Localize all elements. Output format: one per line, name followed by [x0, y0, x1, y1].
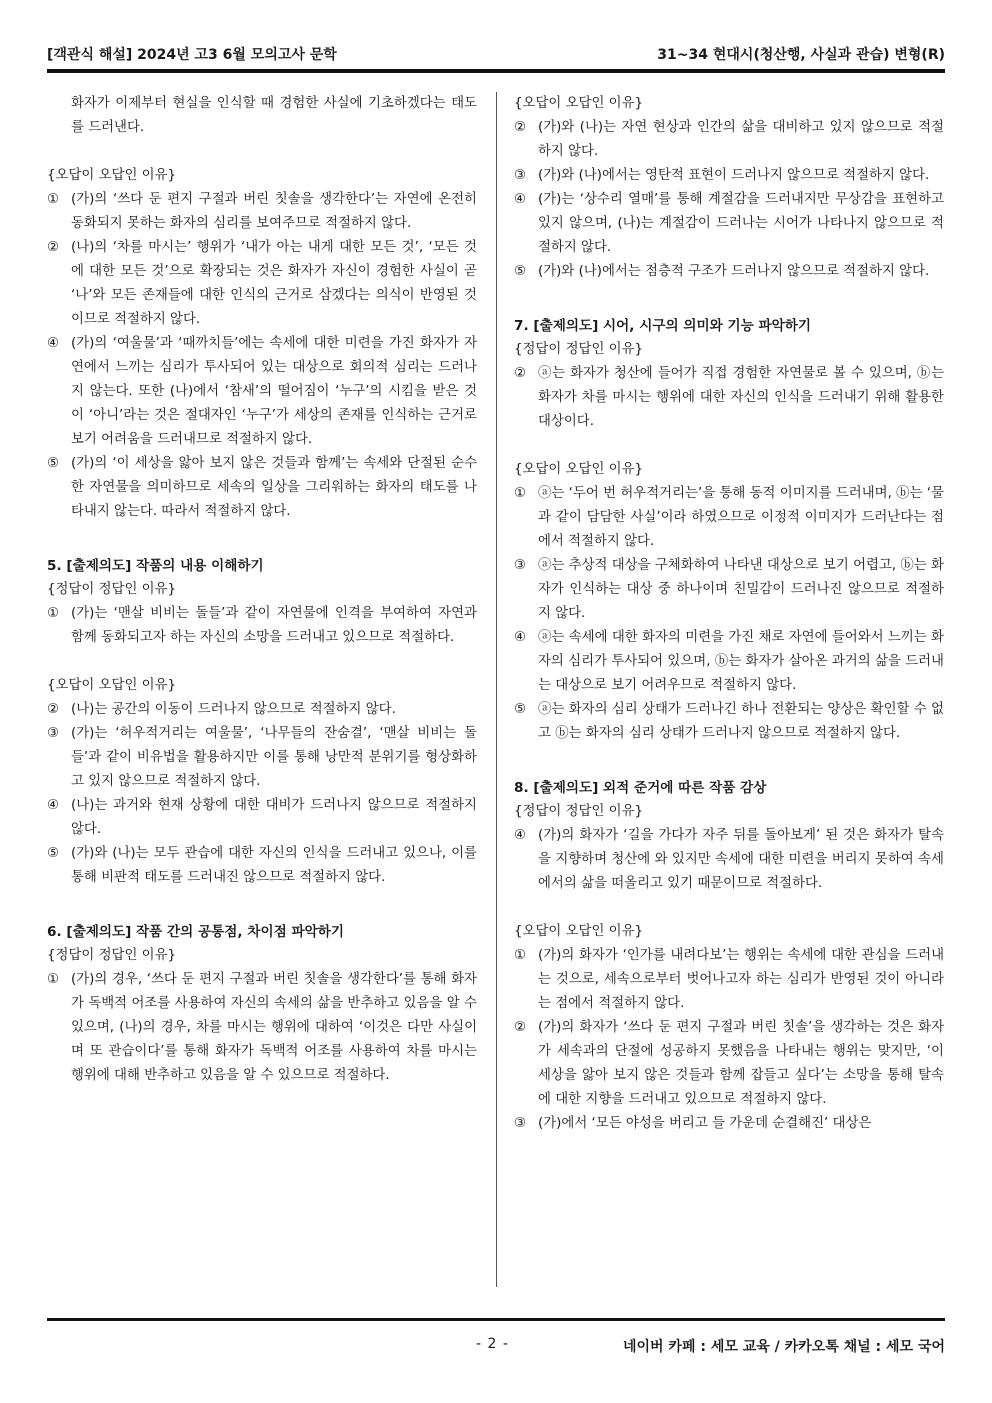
right-column: [514, 92, 944, 1136]
list-item: [514, 944, 944, 1016]
left-column: [47, 92, 477, 1088]
item-number: ③: [47, 726, 60, 741]
item-number: ④: [514, 630, 527, 645]
list-item: [514, 824, 944, 896]
wrong-answer-label: {오답이 오답인 이유}: [47, 678, 177, 693]
item-text: (가)의 ‘쓰다 둔 편지 구절과 버린 칫솔을 생각한다’는 자연에 온전히 동화되지 못하는 화자의 심리를 보여주므로 적절하지 않다.: [71, 192, 477, 231]
item-number: ②: [514, 1020, 527, 1035]
item-text: (가)의 ‘이 세상을 앓아 보지 않은 것들과 함께’는 속세와 단절된 순수한 자연물을 의미하므로 세속의 일상을 그리워하는 화자의 태도를 나타내지 않는다. 따라서 적절하지 않다.: [71, 456, 477, 519]
wrong-answer-label: {오답이 오답인 이유}: [514, 96, 644, 111]
list-item: [47, 332, 477, 452]
item-text: (가)와 (나)에서는 영탄적 표현이 드러나지 않으므로 적절하지 않다.: [538, 168, 930, 183]
correct-answer-label: {정답이 정답인 이유}: [47, 582, 177, 597]
wrong-answer-label: {오답이 오답인 이유}: [514, 462, 644, 477]
question-title: 8. [출제의도] 외적 준거에 따른 작품 감상: [514, 780, 767, 796]
item-number: ③: [514, 1116, 527, 1131]
list-item: [514, 116, 944, 164]
item-number: ⑤: [47, 456, 60, 471]
list-item: [47, 842, 477, 890]
item-text: (가)의 화자가 ‘인가를 내려다보’는 행위는 속세에 대한 관심을 드러내는 것으로, 세속으로부터 벗어나고자 하는 심리가 반영된 것이 아니라는 점에서 적절하지 않다.: [538, 948, 944, 1011]
item-text: (가)와 (나)는 자연 현상과 인간의 삶을 대비하고 있지 않으므로 적절하지 않다.: [538, 120, 944, 159]
page-number: - 2 -: [476, 1336, 509, 1352]
item-number: ②: [47, 240, 60, 255]
question-title: 7. [출제의도] 시어, 시구의 의미와 기능 파악하기: [514, 318, 811, 334]
list-item: [514, 1016, 944, 1112]
item-number: ①: [47, 192, 60, 207]
item-number: ③: [514, 558, 527, 573]
list-item: [514, 698, 944, 746]
item-number: ④: [514, 828, 527, 843]
item-number: ⑤: [47, 846, 60, 861]
item-text: (가)의 화자가 ‘길을 가다가 자주 뒤를 돌아보게’ 된 것은 화자가 탈속을 지향하며 청산에 와 있지만 속세에 대한 미련을 버리지 못하여 속세에서의 삶을 떠올리고 있기 때문이므로 적절하다.: [538, 828, 944, 891]
item-number: ⑤: [514, 264, 527, 279]
item-number: ④: [514, 192, 527, 207]
item-text: (가)와 (나)는 모두 관습에 대한 자신의 인식을 드러내고 있으나, 이를 통해 비판적 태도를 드러내진 않으므로 적절하지 않다.: [71, 846, 477, 885]
item-number: ③: [514, 168, 527, 183]
list-item: [514, 164, 944, 188]
footer-rule: [47, 1318, 945, 1321]
item-text: ⓐ는 속세에 대한 화자의 미련을 가진 채로 자연에 들어와서 느끼는 화자의 심리가 투사되어 있으며, ⓑ는 화자가 살아온 과거의 삶을 드러내는 대상으로 보기 어려우므로 적절하지 않다.: [538, 630, 944, 693]
item-text: (가)는 ‘맨살 비비는 돌들’과 같이 자연물에 인격을 부여하여 자연과 함께 동화되고자 하는 자신의 소망을 드러내고 있으므로 적절하다.: [71, 606, 477, 645]
item-text: (나)는 과거와 현재 상황에 대한 대비가 드러나지 않으므로 적절하지 않다.: [71, 798, 477, 837]
list-item: [47, 698, 477, 722]
list-item: [514, 362, 944, 434]
question-title: 5. [출제의도] 작품의 내용 이해하기: [47, 558, 264, 574]
item-text: (가)의 경우, ‘쓰다 둔 편지 구절과 버린 칫솔을 생각한다’를 통해 화자가 독백적 어조를 사용하여 자신의 속세의 삶을 반추하고 있음을 알 수 있으며, (나)의 경우, 차를 마시는 행위에 대하여 ‘이것은 다만 사실이며 또 관습이다’를 통해 화자가 독백적 어조를 사용하여 차를 마시는 행위에 대해 반추하고 있음을 알 수 있으므로 적절하다.: [71, 972, 477, 1083]
list-item: [47, 722, 477, 794]
item-number: ⑤: [514, 702, 527, 717]
correct-answer-label: {정답이 정답인 이유}: [514, 804, 644, 819]
list-item: [514, 626, 944, 698]
list-item: [47, 968, 477, 1088]
item-text: ⓐ는 화자의 심리 상태가 드러나긴 하나 전환되는 양상은 확인할 수 없고 ⓑ는 화자의 심리 상태가 드러나지 않으므로 적절하지 않다.: [538, 702, 944, 741]
list-item: [514, 554, 944, 626]
header-title: [객관식 해설] 2024년 고3 6월 모의고사 문학: [47, 47, 337, 63]
item-text: (가)는 ‘상수리 열매’를 통해 계절감을 드러내지만 무상감을 표현하고 있지 않으며, (나)는 계절감이 드러나는 시어가 나타나지 않으므로 적절하지 않다.: [538, 192, 944, 255]
list-item: [47, 794, 477, 842]
item-number: ①: [47, 972, 60, 987]
item-text: ⓐ는 ‘두어 번 허우적거리는’을 통해 동적 이미지를 드러내며, ⓑ는 ‘물과 같이 담담한 사실’이라 하였으므로 이정적 이미지가 드러난다는 점에서 적절하지 않다.: [538, 486, 944, 549]
item-number: ④: [47, 798, 60, 813]
item-text: (가)는 ‘허우적거리는 여울물’, ‘나무들의 잔숨결’, ‘맨살 비비는 돌들’과 같이 비유법을 활용하지만 이를 통해 낭만적 분위기를 형상화하고 있지 않으므로 적절하지 않다.: [71, 726, 477, 789]
list-item: [514, 188, 944, 260]
column-divider: [496, 92, 497, 1287]
wrong-answer-label: {오답이 오답인 이유}: [47, 168, 177, 183]
footer-channel-info: 네이버 카페 : 세모 교육 / 카카오톡 채널 : 세모 국어: [622, 1339, 945, 1355]
item-number: ①: [514, 948, 527, 963]
list-item: [47, 188, 477, 236]
item-number: ①: [47, 606, 60, 621]
item-number: ②: [514, 366, 527, 381]
item-text: (나)의 ‘차를 마시는’ 행위가 ‘내가 아는 내게 대한 모든 것’, ‘모든 것에 대한 모든 것’으로 확장되는 것은 화자가 자신이 경험한 사실이 곧 ‘나’와 모든 존재들에 대한 인식의 근거로 삼겠다는 의식이 반영된 것이므로 적절하지 않다.: [71, 240, 477, 327]
list-item: [47, 236, 477, 332]
item-text: (가)에서 ‘모든 야성을 버리고 들 가운데 순결해진’ 대상은: [538, 1116, 872, 1131]
correct-answer-label: {정답이 정답인 이유}: [47, 948, 177, 963]
item-number: ④: [47, 336, 60, 351]
intro-text: 화자가 이제부터 현실을 인식할 때 경험한 사실에 기초하겠다는 태도를 드러낸다.: [71, 96, 477, 135]
item-text: (가)의 화자가 ‘쓰다 둔 편지 구절과 버린 칫솔’을 생각하는 것은 화자가 세속과의 단절에 성공하지 못했음을 나타내는 행위는 맞지만, ‘이 세상을 앓아 보지 않은 것들과 함께 잡들고 싶다’는 소망을 통해 탈속에 대한 지향을 드러내고 있으므로 적절하지 않다.: [538, 1020, 944, 1107]
item-text: (가)와 (나)에서는 점층적 구조가 드러나지 않으므로 적절하지 않다.: [538, 264, 930, 279]
item-text: (가)의 ‘여울물’과 ‘때까치들’에는 속세에 대한 미련을 가진 화자가 자연에서 느끼는 심리가 투사되어 있는 대상으로 회의적 심리는 드러나지 않는다. 또한 (나)에서 ‘참새’의 떨어짐이 ‘누구’의 시킴을 받은 것이 ‘아니’라는 것은 절대자인 ‘누구’가 세상의 존재를 인식하는 근거로 보기 어려움을 드러내므로 적절하지 않다.: [71, 336, 477, 447]
header-subtitle: 31~34 현대시(청산행, 사실과 관습) 변형(R): [657, 47, 945, 63]
list-item: [514, 260, 944, 284]
list-item: [47, 602, 477, 650]
item-number: ②: [47, 702, 60, 717]
item-text: ⓐ는 추상적 대상을 구체화하여 나타낸 대상으로 보기 어렵고, ⓑ는 화자가 인식하는 대상 중 하나이며 친밀감이 드러나진 않으므로 적절하지 않다.: [538, 558, 944, 621]
question-title: 6. [출제의도] 작품 간의 공통점, 차이점 파악하기: [47, 924, 344, 940]
item-number: ②: [514, 120, 527, 135]
page-header: [47, 44, 945, 66]
list-item: [514, 1112, 944, 1136]
list-item: [47, 452, 477, 524]
item-text: ⓐ는 화자가 청산에 들어가 직접 경험한 자연물로 볼 수 있으며, ⓑ는 화자가 차를 마시는 행위에 대한 자신의 인식을 드러내기 위해 활용한 대상이다.: [538, 366, 944, 429]
header-rule: [47, 69, 945, 73]
wrong-answer-label: {오답이 오답인 이유}: [514, 924, 644, 939]
correct-answer-label: {정답이 정답인 이유}: [514, 342, 644, 357]
list-item: [514, 482, 944, 554]
item-text: (나)는 공간의 이동이 드러나지 않으므로 적절하지 않다.: [71, 702, 396, 717]
item-number: ①: [514, 486, 527, 501]
